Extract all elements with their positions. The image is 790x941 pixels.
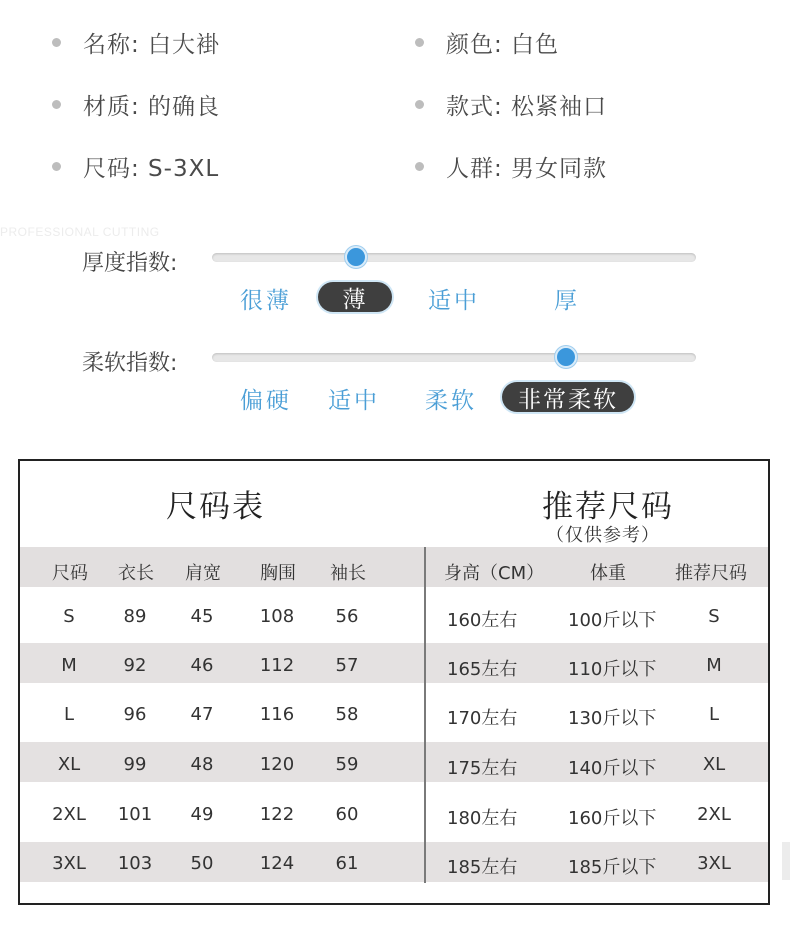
size-table-cell: 99: [123, 754, 147, 775]
size-table-title: 尺码表: [166, 489, 265, 525]
size-table-cell: 57: [335, 655, 359, 676]
size-table-cell: 49: [190, 804, 214, 825]
spec-item-material: [52, 88, 220, 120]
softness-option-stiff: 偏硬: [240, 388, 292, 414]
recommend-table-cell: XL: [702, 754, 726, 775]
thickness-option-very-thin: 很薄: [240, 288, 292, 314]
size-table-cell: 103: [117, 853, 153, 874]
size-table-cell: 112: [259, 655, 295, 676]
recommend-table-subtitle: （仅供参考）: [546, 525, 660, 546]
recommend-table-header-cell: 身高（CM）: [444, 563, 545, 584]
size-table-cell: 124: [259, 853, 295, 874]
thickness-option-medium: 适中: [428, 288, 480, 314]
size-table-cell: 120: [259, 754, 295, 775]
spec-text: 尺码: S-3XL: [83, 155, 220, 182]
softness-option-very-soft-selected: 非常柔软: [502, 382, 634, 412]
thickness-option-thick: 厚: [554, 288, 580, 314]
watermark-text: PROFESSIONAL CUTTING: [0, 225, 160, 239]
size-table-cell: 48: [190, 754, 214, 775]
size-table-cell: M: [61, 655, 77, 676]
size-table-cell: 47: [190, 704, 214, 725]
thickness-label: 厚度指数:: [82, 251, 178, 276]
bullet-dot-icon: [52, 162, 61, 171]
size-table-cell: 46: [190, 655, 214, 676]
recommend-table-cell: 170左右: [447, 708, 518, 729]
size-chart: [18, 459, 770, 905]
size-table-header-cell: 尺码: [52, 563, 88, 584]
spec-item-style: [415, 88, 607, 120]
size-table-header-cell: 袖长: [330, 563, 366, 584]
recommend-table-title: 推荐尺码: [542, 489, 674, 525]
recommend-table-cell: 165左右: [447, 659, 518, 680]
spec-item-audience: [415, 150, 607, 182]
bullet-dot-icon: [415, 162, 424, 171]
thickness-option-thin-selected: 薄: [318, 282, 392, 312]
size-table-cell: 2XL: [52, 804, 86, 825]
spec-item-size: [52, 150, 219, 182]
size-table-cell: 45: [190, 606, 214, 627]
bullet-dot-icon: [52, 38, 61, 47]
bullet-dot-icon: [415, 38, 424, 47]
recommend-table-cell: 3XL: [697, 853, 731, 874]
thickness-slider-track[interactable]: [212, 253, 696, 262]
softness-label: 柔软指数:: [82, 351, 178, 376]
size-table-cell: 116: [259, 704, 295, 725]
spec-text: 人群: 男女同款: [446, 155, 608, 182]
recommend-table-header-cell: 推荐尺码: [675, 563, 747, 584]
softness-slider-knob[interactable]: [555, 346, 577, 368]
size-table-cell: XL: [57, 754, 81, 775]
spec-item-color: [415, 26, 559, 58]
size-table-cell: 122: [259, 804, 295, 825]
size-table-header-cell: 衣长: [118, 563, 154, 584]
recommend-table-cell: 185左右: [447, 857, 518, 878]
spec-text: 名称: 白大褂: [83, 31, 221, 58]
recommend-table-cell: 160斤以下: [568, 808, 657, 829]
size-table-cell: 59: [335, 754, 359, 775]
recommend-table-cell: 140斤以下: [568, 758, 657, 779]
bullet-dot-icon: [415, 100, 424, 109]
size-table-cell: S: [63, 606, 75, 627]
recommend-table-cell: S: [708, 606, 720, 627]
size-table-cell: 101: [117, 804, 153, 825]
recommend-table-cell: 175左右: [447, 758, 518, 779]
size-table-cell: 58: [335, 704, 359, 725]
softness-option-medium: 适中: [328, 388, 380, 414]
size-table-cell: 96: [123, 704, 147, 725]
size-table-cell: 50: [190, 853, 214, 874]
thickness-slider-knob[interactable]: [345, 246, 367, 268]
size-table-cell: 92: [123, 655, 147, 676]
spec-item-name: [52, 26, 220, 58]
size-table-header-cell: 胸围: [260, 563, 296, 584]
recommend-table-cell: 185斤以下: [568, 857, 657, 878]
table-divider: [424, 547, 426, 883]
size-table-header-cell: 肩宽: [185, 563, 221, 584]
recommend-table-cell: L: [708, 704, 720, 725]
bullet-dot-icon: [52, 100, 61, 109]
recommend-table-cell: 180左右: [447, 808, 518, 829]
edge-mark: [782, 842, 790, 880]
softness-option-soft: 柔软: [425, 388, 477, 414]
recommend-table-cell: 2XL: [697, 804, 731, 825]
recommend-table-cell: 110斤以下: [568, 659, 657, 680]
spec-text: 款式: 松紧袖口: [446, 93, 608, 120]
size-table-cell: 89: [123, 606, 147, 627]
softness-slider-track[interactable]: [212, 353, 696, 362]
recommend-table-cell: M: [706, 655, 722, 676]
recommend-table-cell: 100斤以下: [568, 610, 657, 631]
size-table-cell: 60: [335, 804, 359, 825]
recommend-table-header-cell: 体重: [590, 563, 626, 584]
spec-text: 颜色: 白色: [446, 31, 560, 58]
size-table-cell: 108: [259, 606, 295, 627]
recommend-table-cell: 130斤以下: [568, 708, 657, 729]
spec-text: 材质: 的确良: [83, 93, 221, 120]
size-table-cell: 3XL: [52, 853, 86, 874]
size-table-cell: 61: [335, 853, 359, 874]
size-table-cell: 56: [335, 606, 359, 627]
size-table-cell: L: [63, 704, 75, 725]
recommend-table-cell: 160左右: [447, 610, 518, 631]
